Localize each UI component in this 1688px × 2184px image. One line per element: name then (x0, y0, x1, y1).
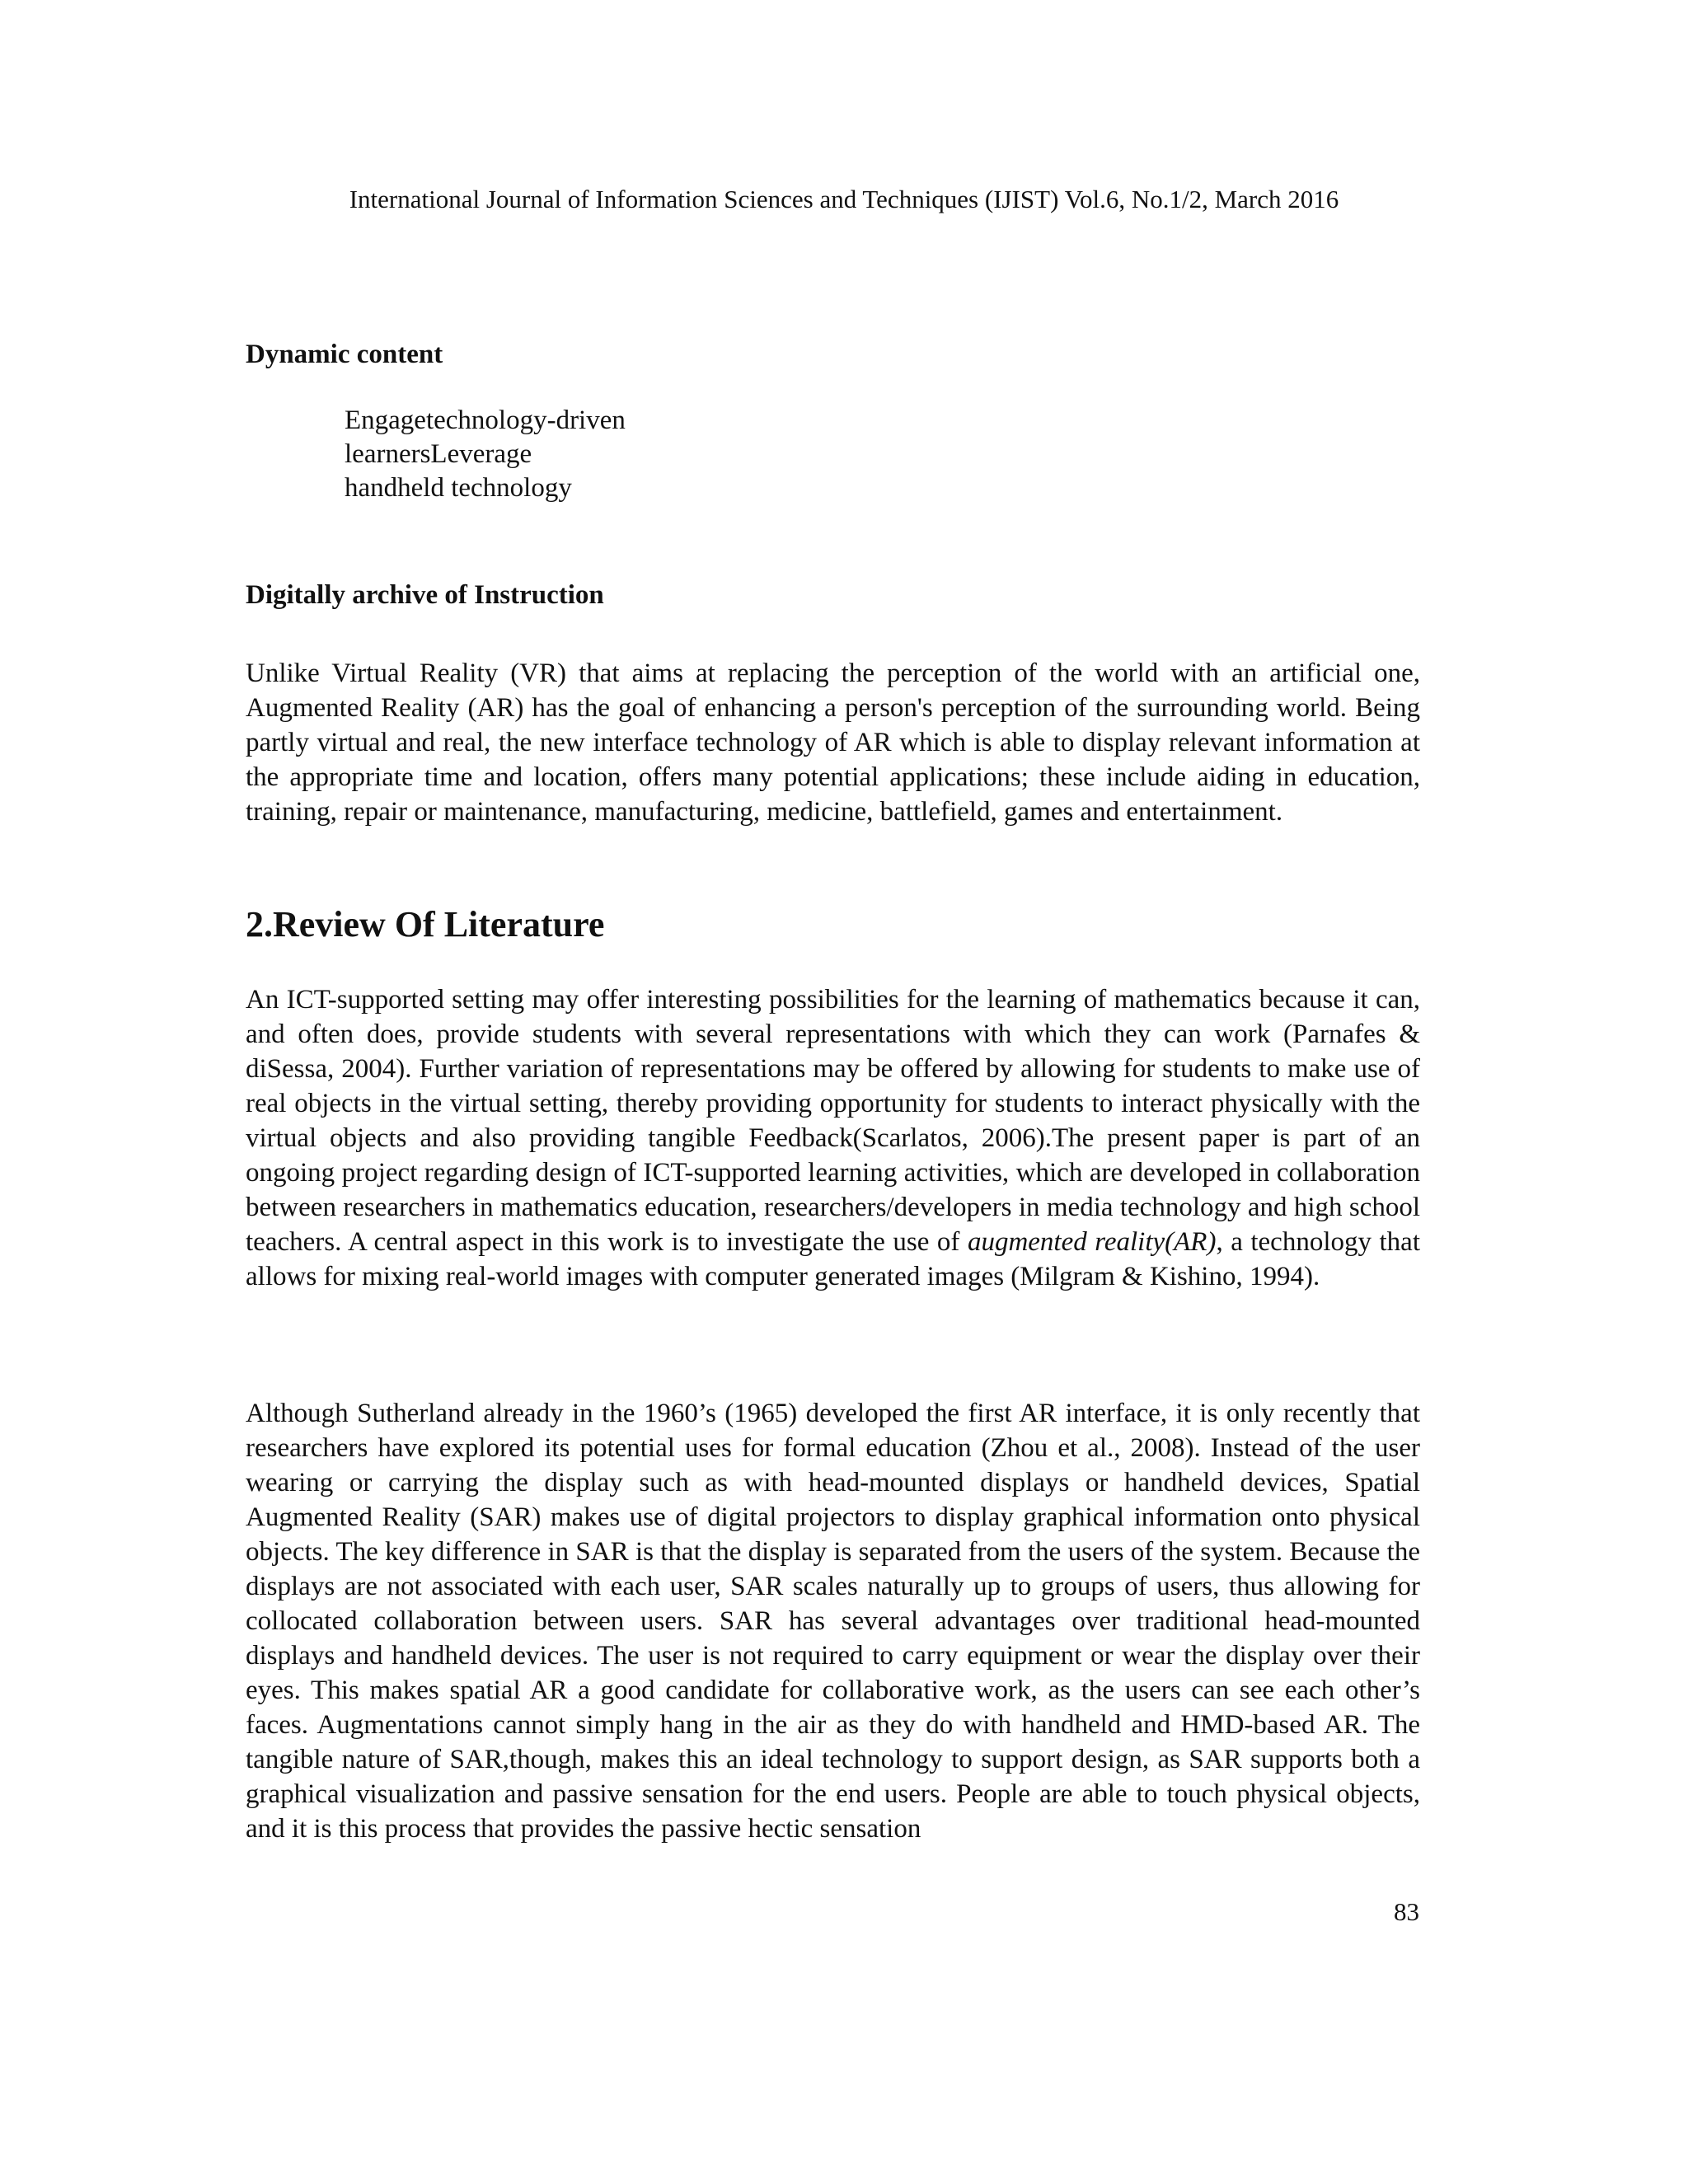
dynamic-content-lines (345, 404, 626, 505)
review-1-italic-term: augmented reality(AR) (967, 1227, 1217, 1257)
dynamic-line-3: handheld technology (345, 473, 572, 503)
paragraph-archive: Unlike Virtual Reality (VR) that aims at replacing the perception of the world with an artificial one, Augmented Reality (AR) has the goal of enhancing a person's perception of the surrounding world. Being partly virtual and real, the new interface technology of AR which is able to display relevant information at the appropriate time and location, offers many potential applications; these include aiding in education, training, repair or maintenance, manufacturing, medicine, battlefield, games and entertainment. (246, 658, 1420, 827)
running-header: International Journal of Information Sciences and Techniques (IJIST) Vol.6, No.1/2, March 2016 (349, 185, 1339, 213)
page-number: 83 (1394, 1897, 1419, 1926)
review-1-text-b: , a technology that allows for mixing real-world images with computer generated images (Milgram & Kishino, 1994). (246, 1227, 1420, 1291)
heading-digitally-archive: Digitally archive of Instruction (246, 580, 604, 610)
dynamic-line-2: learnersLeverage (345, 439, 532, 469)
review-1-text-a: An ICT-supported setting may offer interesting possibilities for the learning of mathematics because it can, and often does, provide students with several representations with which they can work (Parnafes & diSessa, 2004). Further variation of representations may be offered by allowing for students to make use of real objects in the virtual setting, thereby providing opportunity for students to interact physically with the virtual objects and also providing tangible Feedback(Scarlatos, 2006).The present paper is part of an ongoing project regarding design of ICT-supported learning activities, which are developed in collaboration between researchers in mathematics education, researchers/developers in media technology and high school teachers. A central aspect in this work is to investigate the use of (246, 985, 1420, 1257)
heading-review-of-literature: 2.Review Of Literature (246, 904, 605, 944)
paragraph-review-1 (246, 982, 1420, 1294)
heading-dynamic-content: Dynamic content (246, 340, 443, 369)
paragraph-review-2: Although Sutherland already in the 1960’s (1965) developed the first AR interface, it is only recently that researchers have explored its potential uses for formal education (Zhou et al., 2008). Instead of the user wearing or carrying the display such as with head-mounted displays or handheld devices, Spatial Augmented Reality (SAR) makes use of digital projectors to display graphical information onto physical objects. The key difference in SAR is that the display is separated from the users of the system. Because the displays are not associated with each user, SAR scales naturally up to groups of users, thus allowing for collocated collaboration between users. SAR has several advantages over traditional head-mounted displays and handheld devices. The user is not required to carry equipment or wear the display over their eyes. This makes spatial AR a good candidate for collaborative work, as the users can see each other’s faces. Augmentations cannot simply hang in the air as they do with handheld and HMD-based AR. The tangible nature of SAR,though, makes this an ideal technology to support design, as SAR supports both a graphical visualization and passive sensation for the end users. People are able to touch physical objects, and it is this process that provides the passive hectic sensation (246, 1399, 1420, 1844)
dynamic-line-1: Engagetechnology-driven (345, 405, 626, 435)
